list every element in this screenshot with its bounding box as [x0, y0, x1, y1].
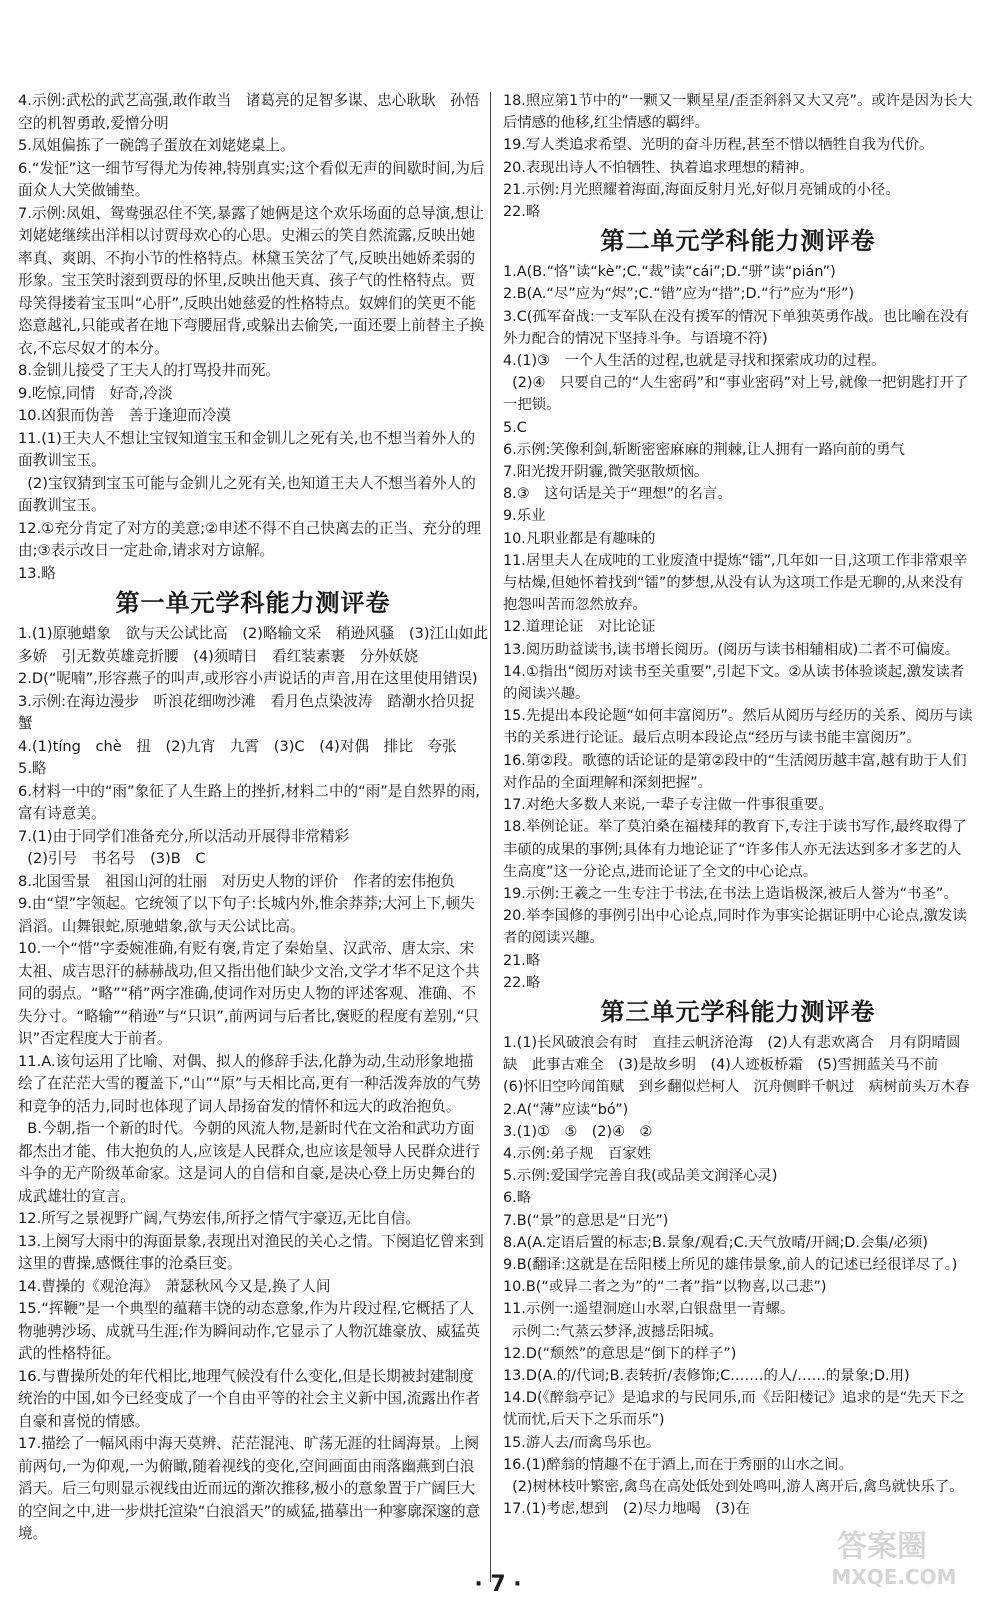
- left-column: [18, 90, 488, 1546]
- answer-item: 6.示例:笑像利剑,斩断密密麻麻的荆棘,让人拥有一路向前的勇气: [503, 441, 905, 458]
- answer-item: 1.A(B.“恪”读“kè”;C.“裁”读“cái”;D.“骈”读“pián”): [503, 264, 836, 281]
- answer-item: 2.D(“呢喃”,形容燕子的叫声,或形容小声说话的声音,用在这里使用错误): [18, 670, 478, 687]
- answer-item: 13.上阕写大雨中的海面景象,表现出对渔民的关心之情。下阕追忆曾来到这里的曹操,感慨往事的沧桑巨变。: [18, 1232, 484, 1272]
- answer-item: 18.举例论证。举了莫泊桑在福楼拜的教育下,专注于读书写作,最终取得了丰硕的成果的事例;具体有力地论证了“许多伟人亦无法达到多才多艺的人生高度”这一分论点,进而论证了全文的中心论点。: [503, 819, 967, 880]
- answer-item: 5.凤姐偏拣了一碗鸽子蛋放在刘姥姥桌上。: [18, 137, 295, 154]
- column-divider: [490, 92, 491, 1582]
- answer-item: 20.表现出诗人不怕牺牲、执着追求理想的精神。: [503, 159, 814, 176]
- answer-item: 20.举李国修的事例引出中心论点,同时作为事实论据证明中心论点,激发读者的阅读兴趣。: [503, 908, 967, 947]
- answer-item: 8.A(A.定语后置的标志;B.景象/观看;C.天气放晴/开阔;D.会集/必须): [503, 1234, 928, 1251]
- answer-item: 5.示例:爱国学完善自我(或品美文润泽心灵): [503, 1168, 778, 1185]
- answer-item: 4.示例:武松的武艺高强,敢作敢当 诸葛亮的足智多谋、忠心耿耿 孙悟空的机智勇敢,爱憎分明: [18, 92, 480, 132]
- answer-item: 10.凶狠而伪善 善于逢迎而冷漠: [18, 407, 231, 424]
- answer-item: 14.曹操的《观沧海》 萧瑟秋风今又是,换了人间: [18, 1277, 331, 1295]
- page-number: · 7 ·: [474, 1572, 522, 1597]
- right-column: [503, 90, 973, 1520]
- answer-item: 5.略: [18, 760, 47, 777]
- answer-item: 16.第②段。歌德的话论证的是第②段中的“生活阅历越丰富,越有助于人们对作品的全面理解和深刻把握”。: [503, 752, 967, 791]
- answer-item: 8.北国雪景 祖国山河的壮丽 对历史人物的评价 作者的宏伟抱负: [18, 872, 456, 890]
- answer-item: 21.示例:月光照耀着海面,海面反射月光,好似月亮铺成的小径。: [503, 181, 900, 198]
- answer-item: 19.示例:王羲之一生专注于书法,在书法上造诣极深,被后人誉为“书圣”。: [503, 885, 958, 902]
- answer-item: 10.凡职业都是有趣味的: [503, 530, 656, 547]
- watermark-text: 答案圈: [837, 1529, 927, 1564]
- answer-item: 16.与曹操所处的年代相比,地理气候没有什么变化,但是长期被封建制度统治的中国,如今已经变成了一个自由平等的社会主义新中国,流露出作者自豪和喜悦的情感。: [18, 1367, 480, 1430]
- answer-item: 9.吃惊,同情 好奇,冷淡: [18, 384, 173, 402]
- answer-item: 11.(1)王夫人不想让宝钗知道宝玉和金钏儿之死有关,也不想当着外人的面教训宝玉。 (2)宝钗猜到宝玉可能与金钏儿之死有关,也知道王夫人不想当着外人的面教训宝玉。: [18, 429, 476, 514]
- answer-item: 8.③ 这句话是关于“理想”的名言。: [503, 486, 732, 503]
- answer-item: 4.示例:弟子规 百家姓: [503, 1145, 652, 1162]
- answer-item: 7.阳光拨开阴霾,微笑驱散烦恼。: [503, 464, 709, 481]
- watermark-logo: [782, 1524, 982, 1592]
- section-heading: 第三单元学科能力测评卷: [600, 997, 876, 1026]
- answer-item: 7.(1)由于同学们准备充分,所以活动开展得非常精彩 (2)引号 书名号 (3)B C: [18, 827, 350, 867]
- answer-item: 3.(1)① ⑤ (2)④ ②: [503, 1123, 653, 1140]
- answer-item: 13.阅历助益读书,读书增长阅历。(阅历与读书相辅相成)二者不可偏废。: [503, 641, 960, 658]
- answer-item: 7.示例:凤姐、鸳鸯强忍住不笑,暴露了她俩是这个欢乐场面的总导演,想让刘姥姥继续出洋相以讨贾母欢心的心思。史湘云的笑自然流露,反映出她率真、爽朗、不拘小节的性格特点。林黛玉笑岔了气,反映出她娇柔弱的形象。宝玉笑时滚到贾母的怀里,反映出他天真、孩子气的性格特点。贾母笑得搂着宝玉叫“心肝”,反映出她慈爱的性格特点。奴婢们的笑更不能恣意越礼,只能或者在地下弯腰屈背,或躲出去偷笑,一面还要上前替主子换衣,不忘尽奴才的本分。: [18, 204, 485, 357]
- answer-item: 11.示例一:遥望洞庭山水翠,白银盘里一青螺。 示例二:气蒸云梦泽,波撼岳阳城。: [503, 1301, 795, 1340]
- section-heading: 第一单元学科能力测评卷: [115, 589, 391, 617]
- answer-item: 12.所写之景视野广阔,气势宏伟,所抒之情气宇豪迈,无比自信。: [18, 1210, 420, 1227]
- answer-item: 22.略: [503, 204, 541, 221]
- answer-item: 22.略: [503, 974, 541, 991]
- answer-item: 8.金钏儿接受了王夫人的打骂投井而死。: [18, 362, 281, 379]
- answer-item: 6.“发怔”这一细节写得尤为传神,特别真实;这个看似无声的间歇时间,为后面众人大笑做铺垫。: [18, 159, 485, 199]
- answer-item: 17.对绝大多数人来说,一辈子专注做一件事很重要。: [503, 797, 833, 814]
- answer-item: 4.(1)③ 一个人生活的过程,也就是寻找和探索成功的过程。 (2)④ 只要自己的“人生密码”和“事业密码”对上号,就像一把钥匙打开了一把锁。: [503, 353, 969, 414]
- answer-item: 13.略: [18, 564, 56, 582]
- answer-item: 3.示例:在海边漫步 听浪花细吻沙滩 看月色点染波涛 踏潮水拾贝捉蟹: [18, 692, 475, 732]
- answer-item: 17.(1)考虑,想到 (2)尽力地喝 (3)在: [503, 1501, 750, 1518]
- watermark-url: MXQE.COM: [831, 1565, 957, 1589]
- answer-item: 9.B(翻译:这就是在岳阳楼上所见的雄伟景象,前人的记述已经很详尽了。): [503, 1256, 958, 1273]
- answer-item: 2.A(“薄”应读“bó”): [503, 1101, 629, 1118]
- answer-item: 1.(1)长风破浪会有时 直挂云帆济沧海 (2)人有悲欢离合 月有阴晴圆缺 此事古难全 (3)是故乡明 (4)人迹板桥霜 (5)雪拥蓝关马不前 (6)怀旧空吟闻笛赋 到乡翻似烂柯人 沉舟侧畔千帆过 病树前头万木春: [503, 1034, 970, 1096]
- answer-item: 3.C(孤军奋战:一支军队在没有援军的情况下单独英勇作战。也比喻在没有外力配合的情况下坚持斗争。与语境不符): [503, 308, 969, 347]
- answer-item: 5.C: [503, 419, 527, 436]
- answer-item: 2.B(A.“尽”应为“烬”;C.“错”应为“措”;D.“行”应为“形”): [503, 286, 855, 303]
- answer-item: 18.照应第1节中的“一颗又一颗星星/歪歪斜斜又大又亮”。或许是因为长大后情感的他移,红尘情感的羁绊。: [503, 93, 973, 132]
- answer-item: 13.D(A.的/代词;B.表转折/表修饰;C.……的人/……的景象;D.用): [503, 1367, 910, 1384]
- answer-item: 12.①充分肯定了对方的美意;②申述不得不自己快离去的正当、充分的理由;③表示改日一定赴命,请求对方谅解。: [18, 519, 481, 559]
- answer-item: 19.写人类追求希望、光明的奋斗历程,甚至不惜以牺牲自我为代价。: [503, 137, 934, 154]
- answer-item: 14.①指出“阅历对读书至关重要”,引起下文。②从读书体验谈起,激发读者的阅读兴趣。: [503, 663, 965, 703]
- answer-item: 15.先提出本段论题“如何丰富阅历”。然后从阅历与经历的关系、阅历与读书的关系进行论证。最后点明本段论点“经历与读书能丰富阅历”。: [503, 708, 973, 747]
- answer-item: 15.游人去/而禽鸟乐也。: [503, 1434, 661, 1451]
- answer-item: 12.道理论证 对比论证: [503, 619, 656, 636]
- answer-item: 11.居里夫人在成吨的工业废渣中提炼“镭”,几年如一日,这项工作非常艰辛与枯燥,但她怀着找到“镭”的梦想,从没有认为这项工作是无聊的,从来没有抱怨叫苦而忽然放弃。: [503, 552, 968, 614]
- answer-item: 17.描绘了一幅风雨中海天莫辨、茫茫混沌、旷荡无涯的壮阔海景。上阕前两句,一为仰观,一为俯瞰,随着视线的变化,空间画面由雨落幽燕到白浪滔天。后三句则显示视线由近而远的渐次推移,极小的意象置于广阔巨大的空间之中,进一步烘托渲染“白浪滔天”的威猛,描摹出一种寥廓深邃的意境。: [18, 1435, 481, 1542]
- answer-item: 4.(1)tíng chè 扭 (2)九宵 九霄 (3)C (4)对偶 排比 夸张: [18, 737, 457, 755]
- section-heading: 第二单元学科能力测评卷: [600, 227, 876, 256]
- answer-item: 6.材料一中的“雨”象征了人生路上的挫折,材料二中的“雨”是自然界的雨,富有诗意美。: [18, 782, 481, 822]
- answer-item: 6.略: [503, 1190, 532, 1207]
- answer-item: 12.D(“颓然”的意思是“倒下的样子”): [503, 1345, 737, 1362]
- answer-item: 9.由“望”字领起。它统领了以下句子:长城内外,惟余莽莽;大河上下,顿失滔滔。山舞银蛇,原驰蜡象,欲与天公试比高。: [18, 895, 475, 935]
- answer-item: 15.“挥鞭”是一个典型的蕴藉丰饶的动态意象,作为片段过程,它概括了人物驰骋沙场、成就马生涯;作为瞬间动作,它显示了人物沉雄豪放、威猛英武的性格特征。: [18, 1300, 480, 1362]
- answer-item: 10.一个“惜”字委婉准确,有贬有褒,肯定了秦始皇、汉武帝、唐太宗、宋太祖、成吉思汗的赫赫战功,但又指出他们缺少文治,文学才华不足这个共同的弱点。“略”“稍”两字准确,使词作对历史人物的评述客观、准确、不失分寸。“略输”“稍逊”与“只识”,前两词与后者比,褒贬的程度有差别,“只识”否定程度大于前者。: [18, 940, 480, 1047]
- answer-item: 1.(1)原驰蜡象 欲与天公试比高 (2)略输文采 稍逊风骚 (3)江山如此多娇 引无数英雄竞折腰 (4)须晴日 看红装素裹 分外妖娆: [18, 625, 488, 665]
- answer-item: 10.B(“或异二者之为”的“二者”指“以物喜,以己悲”): [503, 1279, 827, 1296]
- answer-item: 11.A.该句运用了比喻、对偶、拟人的修辞手法,化静为动,生动形象地描绘了在茫茫大雪的覆盖下,“山”“原”与天相比高,更有一种活泼奔放的气势和竞争的活力,同时也体现了词人昂扬奋发的情怀和远大的政治抱负。 B.今朝,指一个新的时代。今朝的风流人物,是新时代在文治和武功方面都杰出才能、伟大抱负的人,应该是人民群众,也应该是领导人民群众进行斗争的无产阶级革命家。这是词人的自信和自豪,是决心登上历史舞台的成武雄壮的宣言。: [18, 1052, 481, 1205]
- answer-item: 7.B(“景”的意思是“日光”): [503, 1212, 669, 1229]
- answer-item: 9.乐业: [503, 508, 546, 525]
- answer-item: 21.略: [503, 952, 541, 969]
- answer-item: 14.D(《醉翁亭记》是追求的与民同乐,而《岳阳楼记》追求的是“先天下之忧而忧,后天下之乐而乐”): [503, 1390, 965, 1429]
- answer-item: 16.(1)醉翁的情趣不在于酒上,而在于秀丽的山水之间。 (2)树林枝叶繁密,禽鸟在高处低处到处鸣叫,游人离开后,禽鸟就快乐了。: [503, 1456, 964, 1495]
